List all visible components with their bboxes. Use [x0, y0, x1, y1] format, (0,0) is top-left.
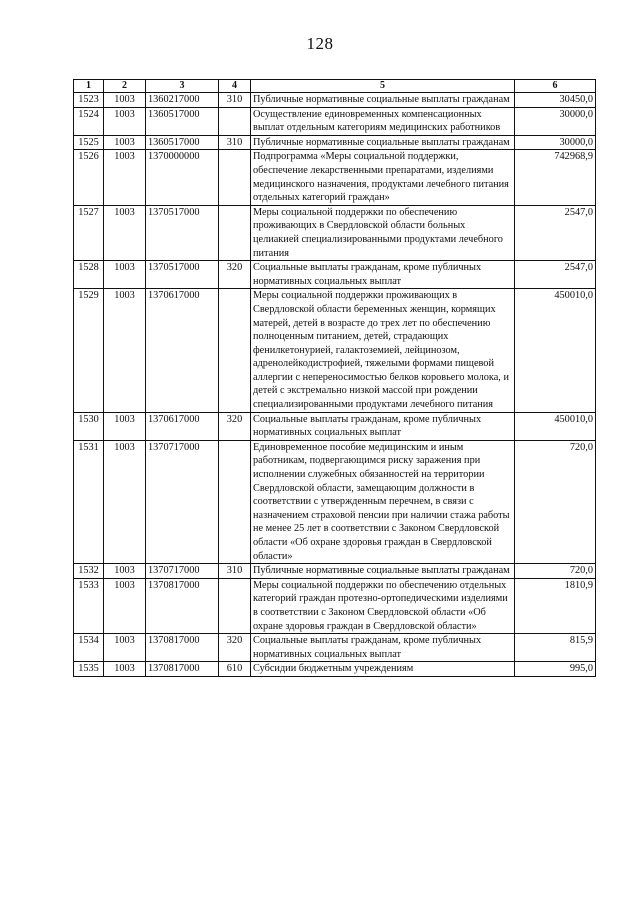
section-code-cell: 1003 — [104, 412, 146, 440]
table-row — [74, 135, 596, 150]
section-code-cell: 1003 — [104, 93, 146, 108]
description-cell: Меры социальной поддержки проживающих в Свердловской области беременных женщин, кормящих матерей, детей в возрасте до трех лет по обеспечению полноценным питанием, детей, страдающих фенилкетонурией, галактоземией, лейцинозом, адренолейкодистрофией, тяжелыми формами пищевой аллергии с непереносимостью белков коровьего молока, и детей с экстремально низкой массой при рождении специализированными продуктами лечебного питания — [251, 289, 515, 412]
amount-cell: 30000,0 — [515, 107, 596, 135]
row-number-cell: 1523 — [74, 93, 104, 108]
section-code-cell: 1003 — [104, 289, 146, 412]
section-code-cell: 1003 — [104, 634, 146, 662]
section-code-cell: 1003 — [104, 205, 146, 260]
expense-type-cell — [219, 289, 251, 412]
amount-cell: 30450,0 — [515, 93, 596, 108]
row-number-cell: 1525 — [74, 135, 104, 150]
table-row — [74, 662, 596, 677]
column-header-2: 2 — [104, 80, 146, 93]
expense-type-cell: 320 — [219, 412, 251, 440]
table-row — [74, 93, 596, 108]
amount-cell: 1810,9 — [515, 578, 596, 633]
row-number-cell: 1532 — [74, 564, 104, 579]
section-code-cell: 1003 — [104, 662, 146, 677]
amount-cell: 742968,9 — [515, 150, 596, 205]
column-header-1: 1 — [74, 80, 104, 93]
expense-type-cell — [219, 578, 251, 633]
table-row — [74, 150, 596, 205]
table-row — [74, 289, 596, 412]
amount-cell: 30000,0 — [515, 135, 596, 150]
target-article-cell: 1360517000 — [146, 107, 219, 135]
description-cell: Подпрограмма «Меры социальной поддержки, обеспечение лекарственными препаратами, изделиями медицинского назначения, продуктами лечебного питания отдельных категорий граждан» — [251, 150, 515, 205]
row-number-cell: 1531 — [74, 440, 104, 563]
target-article-cell: 1370817000 — [146, 662, 219, 677]
target-article-cell: 1370517000 — [146, 205, 219, 260]
section-code-cell: 1003 — [104, 150, 146, 205]
expense-type-cell: 320 — [219, 261, 251, 289]
page-number: 128 — [306, 34, 334, 53]
description-cell: Публичные нормативные социальные выплаты гражданам — [251, 564, 515, 579]
target-article-cell: 1370617000 — [146, 289, 219, 412]
table-header-row — [74, 80, 596, 93]
section-code-cell: 1003 — [104, 261, 146, 289]
table-row — [74, 578, 596, 633]
amount-cell: 995,0 — [515, 662, 596, 677]
section-code-cell: 1003 — [104, 440, 146, 563]
target-article-cell: 1370617000 — [146, 412, 219, 440]
table-body — [74, 93, 596, 677]
table-row — [74, 634, 596, 662]
expense-type-cell: 310 — [219, 93, 251, 108]
row-number-cell: 1533 — [74, 578, 104, 633]
target-article-cell: 1370717000 — [146, 440, 219, 563]
target-article-cell: 1370817000 — [146, 634, 219, 662]
description-cell: Социальные выплаты гражданам, кроме публичных нормативных социальных выплат — [251, 261, 515, 289]
row-number-cell: 1528 — [74, 261, 104, 289]
section-code-cell: 1003 — [104, 135, 146, 150]
description-cell: Социальные выплаты гражданам, кроме публичных нормативных социальных выплат — [251, 634, 515, 662]
section-code-cell: 1003 — [104, 578, 146, 633]
row-number-cell: 1535 — [74, 662, 104, 677]
expense-type-cell: 320 — [219, 634, 251, 662]
description-cell: Меры социальной поддержки по обеспечению отдельных категорий граждан протезно-ортопедическими изделиями в соответствии с Законом Свердловской области «Об охране здоровья граждан в Свердловской области» — [251, 578, 515, 633]
row-number-cell: 1530 — [74, 412, 104, 440]
description-cell: Публичные нормативные социальные выплаты гражданам — [251, 93, 515, 108]
target-article-cell: 1370000000 — [146, 150, 219, 205]
row-number-cell: 1529 — [74, 289, 104, 412]
row-number-cell: 1524 — [74, 107, 104, 135]
expense-type-cell — [219, 150, 251, 205]
amount-cell: 2547,0 — [515, 205, 596, 260]
amount-cell: 450010,0 — [515, 412, 596, 440]
expense-type-cell — [219, 440, 251, 563]
expense-type-cell: 310 — [219, 135, 251, 150]
target-article-cell: 1360217000 — [146, 93, 219, 108]
row-number-cell: 1534 — [74, 634, 104, 662]
table-row — [74, 440, 596, 563]
table-row — [74, 412, 596, 440]
expense-type-cell: 310 — [219, 564, 251, 579]
column-header-3: 3 — [146, 80, 219, 93]
expense-type-cell — [219, 107, 251, 135]
description-cell: Меры социальной поддержки по обеспечению проживающих в Свердловской области больных целиакией специализированными продуктами лечебного питания — [251, 205, 515, 260]
section-code-cell: 1003 — [104, 107, 146, 135]
amount-cell: 2547,0 — [515, 261, 596, 289]
amount-cell: 720,0 — [515, 564, 596, 579]
table-row — [74, 107, 596, 135]
section-code-cell: 1003 — [104, 564, 146, 579]
amount-cell: 720,0 — [515, 440, 596, 563]
budget-table — [73, 79, 596, 677]
expense-type-cell — [219, 205, 251, 260]
table-row — [74, 261, 596, 289]
amount-cell: 815,9 — [515, 634, 596, 662]
target-article-cell: 1360517000 — [146, 135, 219, 150]
table-row — [74, 205, 596, 260]
column-header-6: 6 — [515, 80, 596, 93]
table-row — [74, 564, 596, 579]
target-article-cell: 1370717000 — [146, 564, 219, 579]
column-header-4: 4 — [219, 80, 251, 93]
description-cell: Субсидии бюджетным учреждениям — [251, 662, 515, 677]
target-article-cell: 1370817000 — [146, 578, 219, 633]
target-article-cell: 1370517000 — [146, 261, 219, 289]
row-number-cell: 1527 — [74, 205, 104, 260]
expense-type-cell: 610 — [219, 662, 251, 677]
row-number-cell: 1526 — [74, 150, 104, 205]
description-cell: Осуществление единовременных компенсационных выплат отдельным категориям медицинских работников — [251, 107, 515, 135]
description-cell: Единовременное пособие медицинским и иным работникам, подвергающимся риску заражения при исполнении служебных обязанностей на территории Свердловской области, замещающим должности в соответствии с утвержденным перечнем, в связи с назначением страховой пенсии при наличии стажа работы не менее 25 лет в соответствии с Законом Свердловской области «Об охране здоровья граждан в Свердловской области» — [251, 440, 515, 563]
description-cell: Публичные нормативные социальные выплаты гражданам — [251, 135, 515, 150]
description-cell: Социальные выплаты гражданам, кроме публичных нормативных социальных выплат — [251, 412, 515, 440]
amount-cell: 450010,0 — [515, 289, 596, 412]
column-header-5: 5 — [251, 80, 515, 93]
